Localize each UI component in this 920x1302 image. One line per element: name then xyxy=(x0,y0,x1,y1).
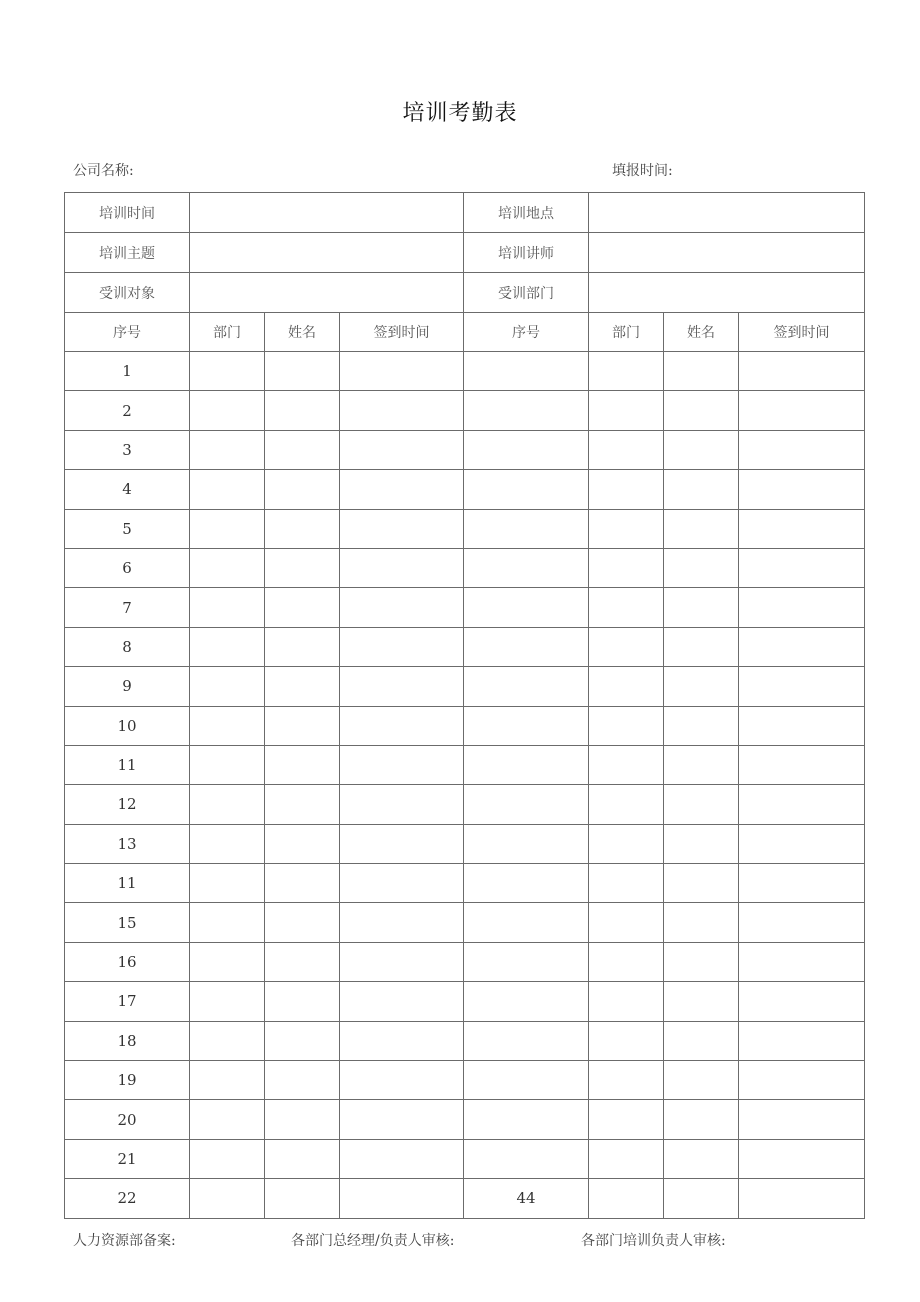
table-row xyxy=(65,864,865,903)
table-row xyxy=(65,667,865,706)
info-value-cell[interactable] xyxy=(589,233,865,273)
entry-cell[interactable] xyxy=(589,982,664,1021)
serial-number-cell: 8 xyxy=(65,627,190,666)
table-row xyxy=(65,903,865,942)
entry-cell[interactable] xyxy=(739,470,865,509)
info-row xyxy=(65,233,865,273)
info-label: 受训部门 xyxy=(464,273,589,313)
serial-number-cell xyxy=(464,942,589,981)
entry-cell[interactable] xyxy=(739,588,865,627)
entry-cell[interactable] xyxy=(190,785,265,824)
table-row xyxy=(65,1021,865,1060)
document-title: 培训考勤表 xyxy=(402,101,518,126)
entry-cell[interactable] xyxy=(265,391,340,430)
table-row xyxy=(65,745,865,784)
serial-number-cell: 21 xyxy=(65,1139,190,1178)
entry-cell[interactable] xyxy=(340,785,464,824)
serial-number-cell: 6 xyxy=(65,548,190,587)
entry-cell[interactable] xyxy=(739,982,865,1021)
entry-cell[interactable] xyxy=(265,588,340,627)
hr-record-label: 人力资源部备案: xyxy=(73,1233,176,1249)
info-value-cell[interactable] xyxy=(190,233,464,273)
entry-cell[interactable] xyxy=(265,942,340,981)
entry-cell[interactable] xyxy=(265,667,340,706)
dept-training-review-label: 各部门培训负责人审核: xyxy=(581,1233,726,1249)
entry-cell[interactable] xyxy=(340,548,464,587)
entry-cell[interactable] xyxy=(190,548,265,587)
column-header-row xyxy=(65,313,865,352)
entry-cell[interactable] xyxy=(664,982,739,1021)
serial-number-cell xyxy=(464,982,589,1021)
entry-cell[interactable] xyxy=(739,745,865,784)
entry-cell[interactable] xyxy=(589,548,664,587)
entry-cell[interactable] xyxy=(340,588,464,627)
entry-cell[interactable] xyxy=(265,352,340,391)
entry-cell[interactable] xyxy=(739,509,865,548)
entry-cell[interactable] xyxy=(265,982,340,1021)
serial-number-cell: 11 xyxy=(65,745,190,784)
column-header: 签到时间 xyxy=(340,313,464,352)
serial-number-cell xyxy=(464,785,589,824)
info-value-cell[interactable] xyxy=(190,273,464,313)
serial-number-cell: 1 xyxy=(65,352,190,391)
entry-cell[interactable] xyxy=(664,352,739,391)
entry-cell[interactable] xyxy=(340,627,464,666)
entry-cell[interactable] xyxy=(739,1179,865,1218)
entry-cell[interactable] xyxy=(589,627,664,666)
entry-cell[interactable] xyxy=(739,942,865,981)
attendance-table xyxy=(64,192,865,1219)
column-header: 姓名 xyxy=(664,313,739,352)
entry-cell[interactable] xyxy=(589,824,664,863)
entry-cell[interactable] xyxy=(340,824,464,863)
entry-cell[interactable] xyxy=(739,1100,865,1139)
entry-cell[interactable] xyxy=(739,1021,865,1060)
entry-cell[interactable] xyxy=(664,1061,739,1100)
column-header: 签到时间 xyxy=(739,313,865,352)
entry-cell[interactable] xyxy=(265,470,340,509)
entry-cell[interactable] xyxy=(739,864,865,903)
serial-number-cell: 5 xyxy=(65,509,190,548)
entry-cell[interactable] xyxy=(664,1021,739,1060)
serial-number-cell: 4 xyxy=(65,470,190,509)
table-row xyxy=(65,942,865,981)
entry-cell[interactable] xyxy=(190,470,265,509)
entry-cell[interactable] xyxy=(589,1139,664,1178)
serial-number-cell xyxy=(464,352,589,391)
entry-cell[interactable] xyxy=(589,391,664,430)
serial-number-cell: 22 xyxy=(65,1179,190,1218)
info-label: 培训地点 xyxy=(464,193,589,233)
serial-number-cell: 10 xyxy=(65,706,190,745)
entry-cell[interactable] xyxy=(664,864,739,903)
entry-cell[interactable] xyxy=(265,903,340,942)
entry-cell[interactable] xyxy=(190,430,265,469)
entry-cell[interactable] xyxy=(265,509,340,548)
info-value-cell[interactable] xyxy=(589,193,865,233)
entry-cell[interactable] xyxy=(340,982,464,1021)
entry-cell[interactable] xyxy=(589,352,664,391)
serial-number-cell: 44 xyxy=(464,1179,589,1218)
entry-cell[interactable] xyxy=(190,864,265,903)
entry-cell[interactable] xyxy=(265,864,340,903)
entry-cell[interactable] xyxy=(190,352,265,391)
entry-cell[interactable] xyxy=(340,352,464,391)
serial-number-cell: 17 xyxy=(65,982,190,1021)
table-row xyxy=(65,1061,865,1100)
entry-cell[interactable] xyxy=(265,548,340,587)
entry-cell[interactable] xyxy=(190,706,265,745)
entry-cell[interactable] xyxy=(739,352,865,391)
entry-cell[interactable] xyxy=(340,745,464,784)
serial-number-cell: 15 xyxy=(65,903,190,942)
table-row xyxy=(65,588,865,627)
entry-cell[interactable] xyxy=(265,1100,340,1139)
entry-cell[interactable] xyxy=(265,627,340,666)
entry-cell[interactable] xyxy=(664,509,739,548)
table-row xyxy=(65,627,865,666)
entry-cell[interactable] xyxy=(664,824,739,863)
filled-time-label: 填报时间: xyxy=(612,163,673,179)
entry-cell[interactable] xyxy=(190,1061,265,1100)
entry-cell[interactable] xyxy=(664,391,739,430)
table-row xyxy=(65,824,865,863)
entry-cell[interactable] xyxy=(739,1061,865,1100)
entry-cell[interactable] xyxy=(265,1021,340,1060)
entry-cell[interactable] xyxy=(589,1021,664,1060)
entry-cell[interactable] xyxy=(265,785,340,824)
serial-number-cell xyxy=(464,509,589,548)
entry-cell[interactable] xyxy=(739,1139,865,1178)
info-label: 培训时间 xyxy=(65,193,190,233)
entry-cell[interactable] xyxy=(190,745,265,784)
entry-cell[interactable] xyxy=(190,903,265,942)
entry-cell[interactable] xyxy=(664,470,739,509)
table-row xyxy=(65,982,865,1021)
dept-manager-review-label: 各部门总经理/负责人审核: xyxy=(291,1233,455,1249)
entry-cell[interactable] xyxy=(190,667,265,706)
table-row xyxy=(65,391,865,430)
info-value-cell[interactable] xyxy=(190,193,464,233)
entry-cell[interactable] xyxy=(664,627,739,666)
column-header: 序号 xyxy=(65,313,190,352)
entry-cell[interactable] xyxy=(664,785,739,824)
entry-cell[interactable] xyxy=(589,470,664,509)
entry-cell[interactable] xyxy=(265,430,340,469)
entry-cell[interactable] xyxy=(664,588,739,627)
entry-cell[interactable] xyxy=(664,1100,739,1139)
table-row xyxy=(65,430,865,469)
entry-cell[interactable] xyxy=(589,864,664,903)
entry-cell[interactable] xyxy=(340,1100,464,1139)
entry-cell[interactable] xyxy=(340,1179,464,1218)
entry-cell[interactable] xyxy=(190,1100,265,1139)
entry-cell[interactable] xyxy=(340,667,464,706)
table-row xyxy=(65,509,865,548)
table-row xyxy=(65,1139,865,1178)
entry-cell[interactable] xyxy=(190,627,265,666)
entry-cell[interactable] xyxy=(265,1061,340,1100)
entry-cell[interactable] xyxy=(589,509,664,548)
entry-cell[interactable] xyxy=(664,1179,739,1218)
entry-cell[interactable] xyxy=(340,430,464,469)
entry-cell[interactable] xyxy=(739,667,865,706)
serial-number-cell xyxy=(464,824,589,863)
serial-number-cell xyxy=(464,1139,589,1178)
column-header: 部门 xyxy=(589,313,664,352)
serial-number-cell xyxy=(464,391,589,430)
table-row xyxy=(65,548,865,587)
entry-cell[interactable] xyxy=(664,706,739,745)
serial-number-cell: 11 xyxy=(65,864,190,903)
table-row xyxy=(65,706,865,745)
entry-cell[interactable] xyxy=(340,391,464,430)
info-label: 培训主题 xyxy=(65,233,190,273)
entry-cell[interactable] xyxy=(739,903,865,942)
entry-cell[interactable] xyxy=(190,824,265,863)
entry-cell[interactable] xyxy=(664,745,739,784)
table-row xyxy=(65,470,865,509)
column-header: 姓名 xyxy=(265,313,340,352)
entry-cell[interactable] xyxy=(664,942,739,981)
table-row xyxy=(65,1179,865,1218)
entry-cell[interactable] xyxy=(589,745,664,784)
entry-cell[interactable] xyxy=(589,1179,664,1218)
serial-number-cell: 12 xyxy=(65,785,190,824)
entry-cell[interactable] xyxy=(340,903,464,942)
serial-number-cell xyxy=(464,864,589,903)
entry-cell[interactable] xyxy=(589,706,664,745)
entry-cell[interactable] xyxy=(589,430,664,469)
entry-cell[interactable] xyxy=(190,509,265,548)
info-label: 受训对象 xyxy=(65,273,190,313)
entry-cell[interactable] xyxy=(190,942,265,981)
entry-cell[interactable] xyxy=(190,391,265,430)
serial-number-cell: 7 xyxy=(65,588,190,627)
entry-cell[interactable] xyxy=(589,903,664,942)
table-row xyxy=(65,352,865,391)
entry-cell[interactable] xyxy=(340,470,464,509)
entry-cell[interactable] xyxy=(739,548,865,587)
entry-cell[interactable] xyxy=(739,627,865,666)
entry-cell[interactable] xyxy=(340,706,464,745)
serial-number-cell: 9 xyxy=(65,667,190,706)
entry-cell[interactable] xyxy=(190,1179,265,1218)
info-label: 培训讲师 xyxy=(464,233,589,273)
entry-cell[interactable] xyxy=(664,667,739,706)
serial-number-cell xyxy=(464,627,589,666)
serial-number-cell: 20 xyxy=(65,1100,190,1139)
entry-cell[interactable] xyxy=(340,1061,464,1100)
entry-cell[interactable] xyxy=(190,1021,265,1060)
serial-number-cell xyxy=(464,706,589,745)
serial-number-cell: 13 xyxy=(65,824,190,863)
entry-cell[interactable] xyxy=(664,430,739,469)
serial-number-cell xyxy=(464,588,589,627)
entry-cell[interactable] xyxy=(589,1061,664,1100)
entry-cell[interactable] xyxy=(589,942,664,981)
entry-cell[interactable] xyxy=(589,785,664,824)
serial-number-cell xyxy=(464,667,589,706)
serial-number-cell xyxy=(464,470,589,509)
serial-number-cell xyxy=(464,430,589,469)
entry-cell[interactable] xyxy=(739,706,865,745)
attendance-table-body xyxy=(65,193,865,1219)
serial-number-cell: 16 xyxy=(65,942,190,981)
table-row xyxy=(65,785,865,824)
serial-number-cell: 19 xyxy=(65,1061,190,1100)
info-row xyxy=(65,193,865,233)
serial-number-cell xyxy=(464,548,589,587)
entry-cell[interactable] xyxy=(190,982,265,1021)
serial-number-cell xyxy=(464,1021,589,1060)
company-name-label: 公司名称: xyxy=(73,163,134,179)
entry-cell[interactable] xyxy=(340,509,464,548)
table-row xyxy=(65,1100,865,1139)
entry-cell[interactable] xyxy=(190,1139,265,1178)
serial-number-cell xyxy=(464,1061,589,1100)
entry-cell[interactable] xyxy=(589,588,664,627)
entry-cell[interactable] xyxy=(739,391,865,430)
entry-cell[interactable] xyxy=(265,1139,340,1178)
serial-number-cell: 3 xyxy=(65,430,190,469)
serial-number-cell: 2 xyxy=(65,391,190,430)
entry-cell[interactable] xyxy=(265,706,340,745)
serial-number-cell xyxy=(464,903,589,942)
serial-number-cell xyxy=(464,1100,589,1139)
entry-cell[interactable] xyxy=(190,588,265,627)
entry-cell[interactable] xyxy=(265,1179,340,1218)
entry-cell[interactable] xyxy=(664,548,739,587)
entry-cell[interactable] xyxy=(340,864,464,903)
info-value-cell[interactable] xyxy=(589,273,865,313)
serial-number-cell xyxy=(464,745,589,784)
entry-cell[interactable] xyxy=(739,824,865,863)
serial-number-cell: 18 xyxy=(65,1021,190,1060)
entry-cell[interactable] xyxy=(664,1139,739,1178)
entry-cell[interactable] xyxy=(265,745,340,784)
entry-cell[interactable] xyxy=(265,824,340,863)
entry-cell[interactable] xyxy=(664,903,739,942)
entry-cell[interactable] xyxy=(589,667,664,706)
column-header: 序号 xyxy=(464,313,589,352)
column-header: 部门 xyxy=(190,313,265,352)
entry-cell[interactable] xyxy=(340,942,464,981)
entry-cell[interactable] xyxy=(340,1021,464,1060)
entry-cell[interactable] xyxy=(739,430,865,469)
entry-cell[interactable] xyxy=(340,1139,464,1178)
entry-cell[interactable] xyxy=(739,785,865,824)
info-row xyxy=(65,273,865,313)
entry-cell[interactable] xyxy=(589,1100,664,1139)
